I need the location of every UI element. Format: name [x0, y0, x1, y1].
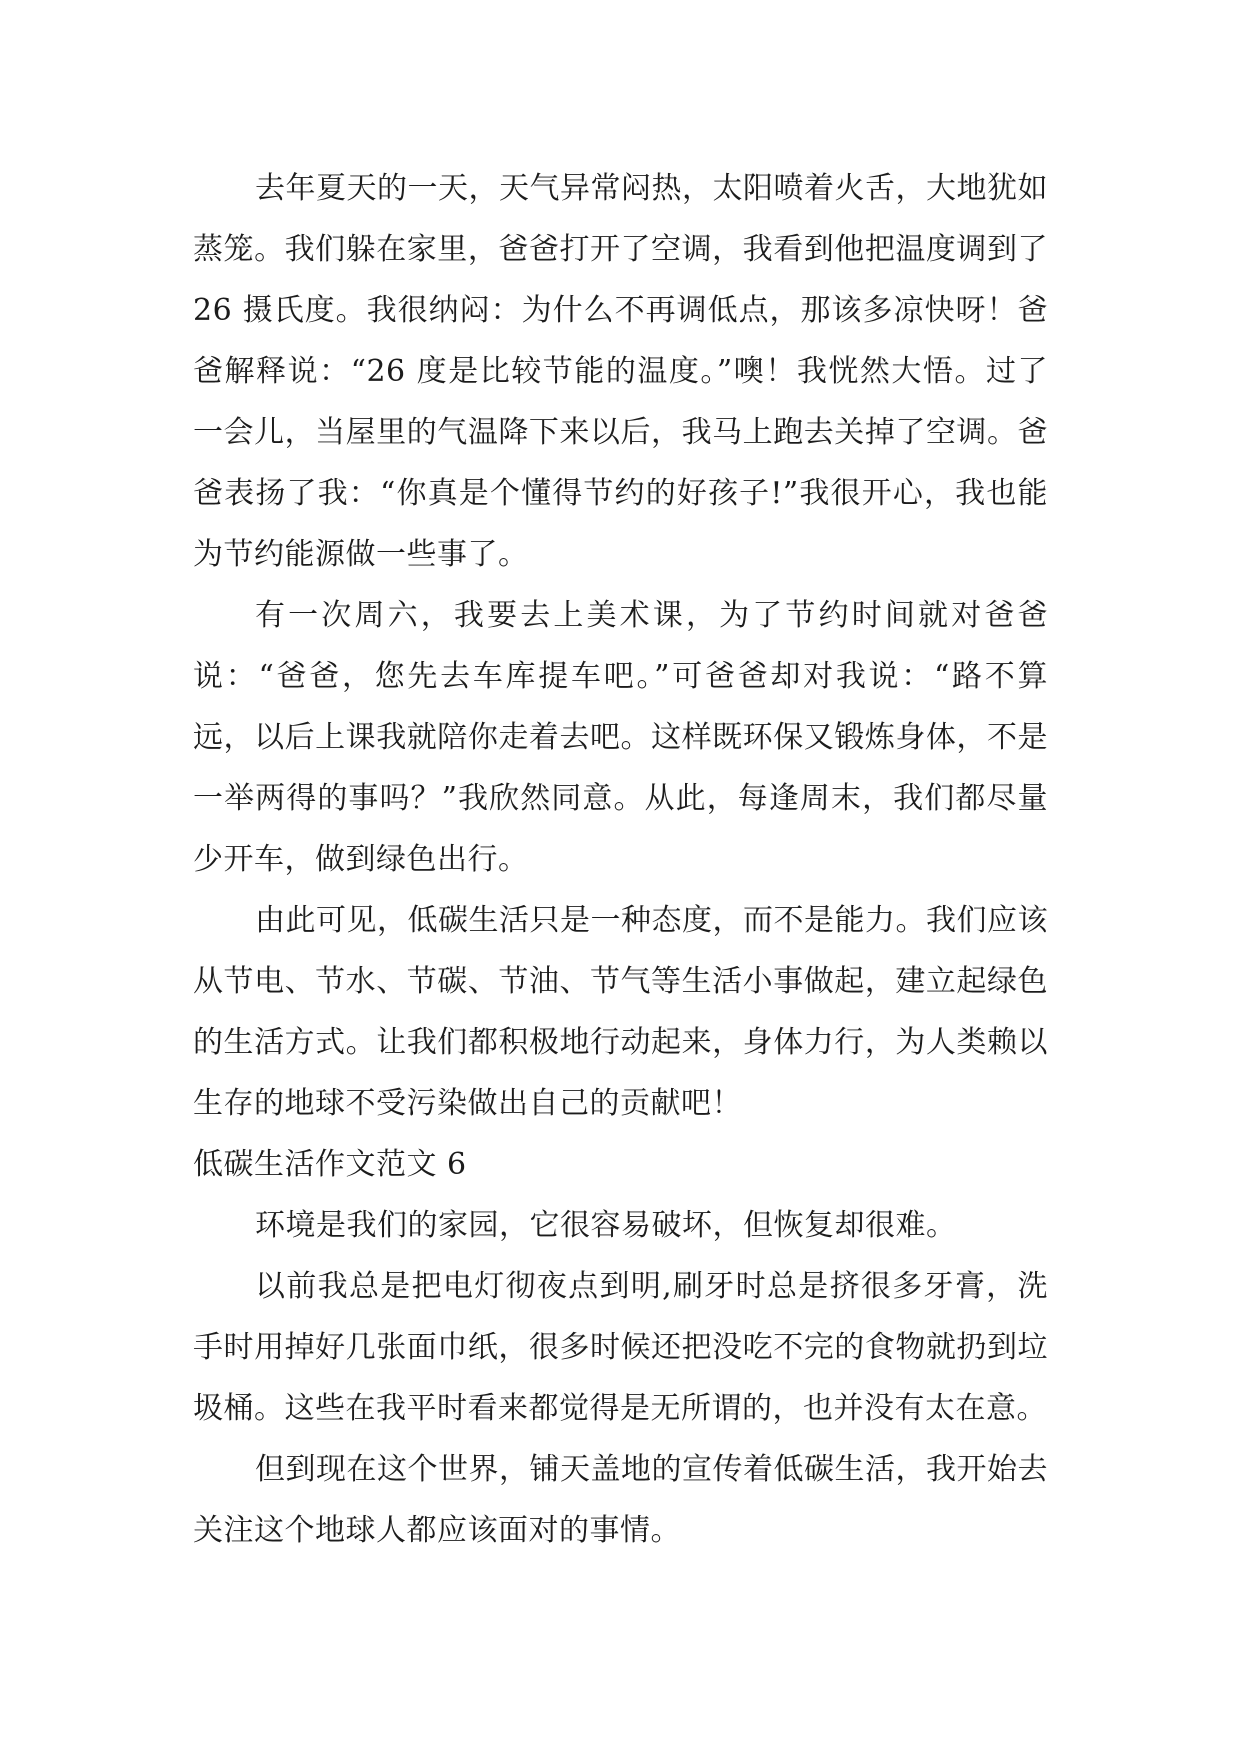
section-title: 低碳生活作文范文 6 [193, 1147, 467, 1182]
paragraph-past-habits: 以前我总是把电灯彻夜点到明,刷牙时总是挤很多牙膏，洗手时用掉好几张面巾纸，很多时候还把没吃不完的食物就扔到垃圾桶。这些在我平时看来都觉得是无所谓的，也并没有太在意。 [193, 1269, 1048, 1426]
paragraph-conclusion: 由此可见，低碳生活只是一种态度，而不是能力。我们应该从节电、节水、节碳、节油、节气等生活小事做起，建立起绿色的生活方式。让我们都积极地行动起来，身体力行，为人类赖以生存的地球不受污染做出自己的贡献吧！ [193, 903, 1048, 1121]
document-body [193, 158, 1048, 1561]
paragraph-environment: 环境是我们的家园，它很容易破坏，但恢复却很难。 [255, 1208, 957, 1243]
paragraph-green-travel: 有一次周六，我要去上美术课，为了节约时间就对爸爸说：“爸爸，您先去车库提车吧。”可爸爸却对我说：“路不算远，以后上课我就陪你走着去吧。这样既环保又锻炼身体，不是一举两得的事吗？”我欣然同意。从此，每逢周末，我们都尽量少开车，做到绿色出行。 [193, 598, 1048, 877]
paragraph-air-conditioner: 去年夏天的一天，天气异常闷热，太阳喷着火舌，大地犹如蒸笼。我们躲在家里，爸爸打开了空调，我看到他把温度调到了 26 摄氏度。我很纳闷：为什么不再调低点，那该多凉快呀！爸爸解释说：“26 度是比较节能的温度。”噢！我恍然大悟。过了一会儿，当屋里的气温降下来以后，我马上跑去关掉了空调。爸爸表扬了我：“你真是个懂得节约的好孩子!”我很开心，我也能为节约能源做一些事了。 [193, 171, 1048, 572]
paragraph-now: 但到现在这个世界，铺天盖地的宣传着低碳生活，我开始去关注这个地球人都应该面对的事情。 [193, 1452, 1048, 1548]
